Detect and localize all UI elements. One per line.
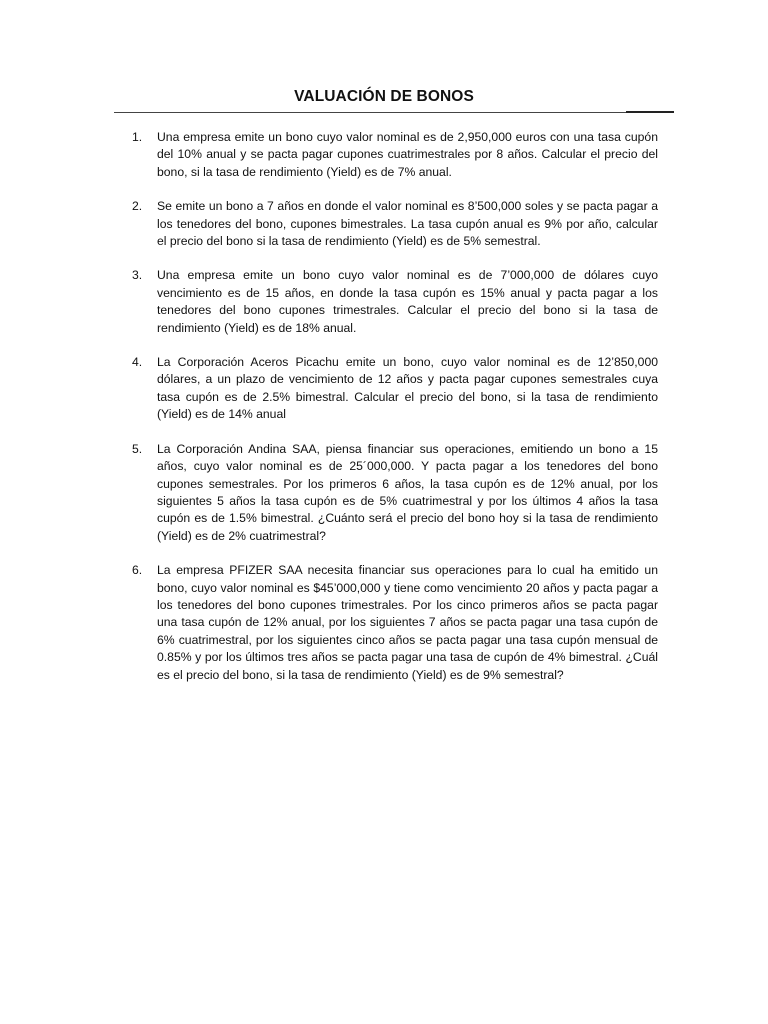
exercise-number: 2. <box>132 199 143 214</box>
title-underline-accent <box>626 111 674 113</box>
exercise-list <box>130 129 658 684</box>
exercise-text: Una empresa emite un bono cuyo valor nominal es de 2,950,000 euros con una tasa cupón del 10% anual y se pacta pagar cupones cuatrimestrales por 8 años. Calcular el precio del bono, si la tasa de rendimiento (Yield) es de 7% anual. <box>157 130 658 179</box>
exercise-item-4 <box>130 354 658 424</box>
exercise-text: La Corporación Aceros Picachu emite un bono, cuyo valor nominal es de 12’850,000 dólares, a un plazo de vencimiento de 12 años y pacta pagar cupones semestrales cuya tasa cupón es de 2.5% bimestral. Calcular el precio del bono, si la tasa de rendimiento (Yield) es de 14% anual <box>157 355 658 422</box>
exercise-item-2 <box>130 198 658 250</box>
exercise-item-3 <box>130 267 658 337</box>
exercise-number: 5. <box>132 441 143 456</box>
exercise-text: Una empresa emite un bono cuyo valor nominal es de 7’000,000 de dólares cuyo vencimiento es de 15 años, en donde la tasa cupón es 15% anual y pacta pagar a los tenedores del bono cupones trimestrales. Calcular el precio del bono si la tasa de rendimiento (Yield) es de 18% anual. <box>157 268 658 335</box>
exercise-number: 1. <box>132 130 143 144</box>
exercise-text: Se emite un bono a 7 años en donde el valor nominal es 8’500,000 soles y se pacta pagar a los tenedores del bono, cupones bimestrales. La tasa cupón anual es 9% por año, calcular el precio del bono si la tasa de rendimiento (Yield) es de 5% semestral. <box>157 199 658 249</box>
exercise-number: 6. <box>132 563 143 578</box>
page-title: VALUACIÓN DE BONOS <box>294 88 474 105</box>
exercise-number: 4. <box>132 355 143 370</box>
exercise-item-1 <box>130 129 658 181</box>
exercise-item-6 <box>130 562 658 684</box>
exercise-item-5 <box>130 441 658 545</box>
exercise-number: 3. <box>132 268 143 283</box>
exercise-text: La Corporación Andina SAA, piensa financiar sus operaciones, emitiendo un bono a 15 años, cuyo valor nominal es de 25´000,000. Y pacta pagar a los tenedores del bono cupones semestrales. Por los primeros 6 años, la tasa cupón es de 12% anual, por los siguientes 5 años la tasa cupón es de 5% cuatrimestral y por los últimos 4 años la tasa cupón es de 1.5% bimestral. ¿Cuánto será el precio del bono hoy si la tasa de rendimiento (Yield) es de 2% cuatrimestral? <box>157 441 658 543</box>
title-underline <box>114 112 674 113</box>
exercise-text: La empresa PFIZER SAA necesita financiar sus operaciones para lo cual ha emitido un bono, cuyo valor nominal es $45’000,000 y tiene como vencimiento 20 años y pacta pagar a los tenedores del bono cupones trimestrales. Por los cinco primeros años se pacta pagar una tasa cupón de 12% anual, por los siguientes 7 años se pacta pagar una tasa cupón de 6% cuatrimestral, por los siguientes cinco años se pacta pagar una tasa cupón mensual de 0.85% y por los últimos tres años se pacta pagar una tasa de cupón de 4% bimestral. ¿Cuál es el precio del bono, si la tasa de rendimiento (Yield) es de 9% semestral? <box>157 563 658 682</box>
